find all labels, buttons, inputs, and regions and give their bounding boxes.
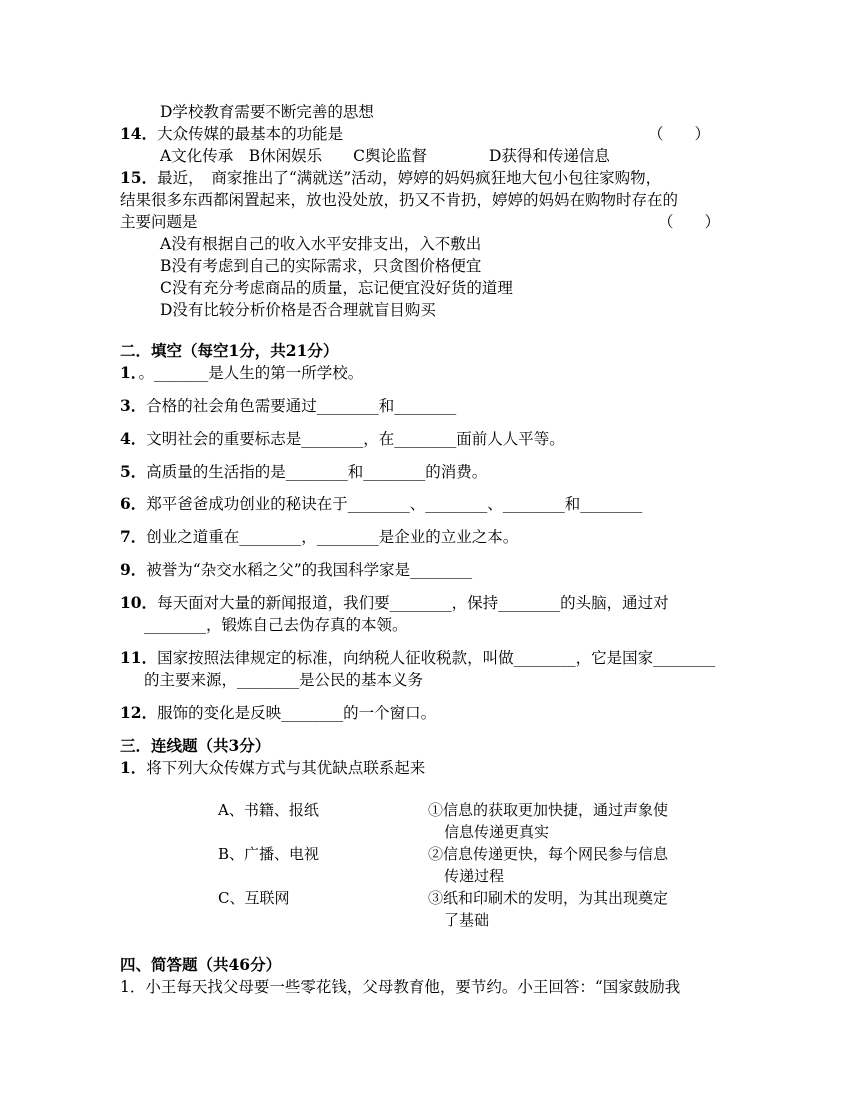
answer-parenthesis: （ ）: [658, 213, 721, 231]
short-answer-question-1: 1．小王每天找父母要一些零花钱，父母教育他，要节约。小王回答：“国家鼓励我: [120, 978, 681, 996]
q13-option-d: D学校教育需要不断完善的思想: [160, 103, 374, 121]
section-2-title: 二．填空（每空1分，共21分）: [120, 341, 339, 360]
match-right-3-cont: 了基础: [444, 911, 490, 929]
question-stem-line3: 主要问题是: [120, 213, 198, 231]
item-number: 9．: [120, 560, 147, 579]
answer-parenthesis: （ ）: [648, 125, 711, 143]
item-text: 服饰的变化是反映________的一个窗口。: [157, 704, 437, 722]
item-number: 6．: [120, 494, 147, 513]
item-number: 10．: [120, 593, 158, 612]
fill-item-continuation: 的主要来源，________是公民的基本义务: [144, 671, 424, 689]
question-14: [120, 124, 343, 144]
item-text: 将下列大众传媒方式与其优缺点联系起来: [146, 759, 426, 777]
question-stem-line1: 最近， 商家推出了“满就送”活动，婷婷的妈妈疯狂地大包小包往家购物，: [157, 169, 662, 187]
q15-option-d: D没有比较分析价格是否合理就盲目购买: [160, 301, 436, 319]
item-text: 国家按照法律规定的标准，向纳税人征收税款，叫做________，它是国家________: [157, 649, 716, 667]
match-left-a: A、书籍、报纸: [218, 801, 319, 819]
fill-item: [120, 560, 472, 580]
q15-option-c: C没有充分考虑商品的质量，忘记便宜没好货的道理: [160, 279, 513, 297]
fill-item: [120, 429, 565, 449]
item-text: 每天面对大量的新闻报道，我们要________，保持________的头脑，通过对: [157, 594, 669, 612]
item-text: 。_______是人生的第一所学校。: [138, 364, 364, 382]
fill-item: [120, 593, 669, 613]
item-text: 创业之道重在________，________是企业的立业之本。: [146, 528, 519, 546]
fill-item: [120, 462, 487, 482]
section-3-title: 三．连线题（共3分）: [120, 736, 271, 755]
fill-item: [120, 648, 715, 668]
item-text: 文明社会的重要标志是________，在________面前人人平等。: [146, 430, 565, 448]
fill-item: [120, 703, 436, 723]
item-number: 3．: [120, 396, 147, 415]
item-number: 11．: [120, 648, 158, 667]
question-15: [120, 168, 661, 188]
item-number: 4．: [120, 429, 147, 448]
fill-item: [120, 363, 363, 383]
match-right-1-cont: 信息传递更真实: [444, 823, 550, 841]
fill-item: [120, 527, 518, 547]
question-number: 15．: [120, 168, 158, 187]
question-number: 14．: [120, 124, 158, 143]
item-text: 郑平爸爸成功创业的秘诀在于________、________、________和________: [146, 495, 643, 513]
match-right-2-cont: 传递过程: [444, 867, 505, 885]
item-number: 1．: [120, 363, 139, 382]
q15-option-a: A没有根据自己的收入水平安排支出，入不敷出: [160, 235, 482, 253]
matching-question: [120, 758, 425, 778]
match-right-1: ①信息的获取更加快捷，通过声象使: [428, 801, 669, 819]
q15-option-b: B没有考虑到自己的实际需求，只贪图价格便宜: [160, 257, 482, 275]
item-number: 12．: [120, 703, 158, 722]
match-left-c: C、互联网: [218, 889, 290, 907]
fill-item-continuation: ________，锻炼自己去伪存真的本领。: [144, 616, 408, 634]
item-text: 合格的社会角色需要通过________和________: [146, 397, 457, 415]
question-stem-line2: 结果很多东西都闲置起来，放也没处放，扔又不肯扔，婷婷的妈妈在购物时存在的: [120, 191, 679, 209]
fill-item: [120, 494, 642, 514]
fill-item: [120, 396, 456, 416]
item-text: 高质量的生活指的是________和________的消费。: [146, 463, 488, 481]
question-stem: 大众传媒的最基本的功能是: [157, 125, 344, 143]
match-left-b: B、广播、电视: [218, 845, 320, 863]
item-number: 7．: [120, 527, 147, 546]
match-right-2: ②信息传递更快，每个网民参与信息: [428, 845, 669, 863]
item-number: 1．: [120, 758, 147, 777]
match-right-3: ③纸和印刷术的发明，为其出现奠定: [428, 889, 669, 907]
q14-options: A文化传承 B休闲娱乐 C舆论监督 D获得和传递信息: [160, 147, 610, 165]
item-text: 被誉为“杂交水稻之父”的我国科学家是________: [146, 561, 473, 579]
section-4-title: 四、简答题（共46分）: [120, 955, 282, 974]
item-number: 5．: [120, 462, 147, 481]
